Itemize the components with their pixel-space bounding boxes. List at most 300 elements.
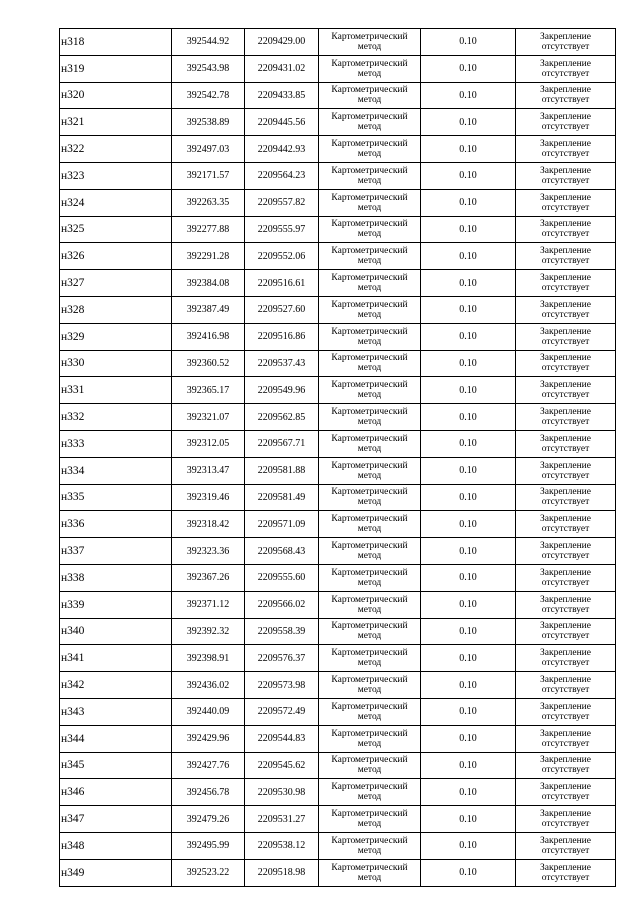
- x-coordinate-cell: 392319.46: [172, 484, 245, 511]
- method-cell: [319, 55, 421, 82]
- fixing-cell: [516, 645, 616, 672]
- x-coordinate-cell: 392321.07: [172, 404, 245, 431]
- point-name-cell: н337: [60, 538, 172, 565]
- method-cell: [319, 243, 421, 270]
- method-cell: [319, 538, 421, 565]
- precision-cell: 0.10: [421, 136, 516, 163]
- precision-cell: 0.10: [421, 296, 516, 323]
- table-row: [60, 484, 616, 511]
- point-name-cell: н342: [60, 672, 172, 699]
- fixing-line-1: Закрепление: [540, 165, 591, 176]
- fixing-line-2: отсутствует: [541, 95, 590, 106]
- point-name-cell: н319: [60, 55, 172, 82]
- method-cell: [319, 832, 421, 859]
- point-name-cell: н329: [60, 323, 172, 350]
- fixing-line-1: Закрепление: [540, 782, 591, 793]
- method-line-2: метод: [357, 685, 382, 696]
- fixing-line-1: Закрепление: [540, 407, 591, 418]
- table-row: [60, 109, 616, 136]
- method-line-2: метод: [357, 524, 382, 535]
- x-coordinate-cell: 392263.35: [172, 189, 245, 216]
- method-line-2: метод: [357, 175, 382, 186]
- table-row: [60, 752, 616, 779]
- method-line-1: Картометрический: [331, 299, 408, 310]
- fixing-line-2: отсутствует: [541, 390, 590, 401]
- point-name-cell: н349: [60, 859, 172, 886]
- precision-cell: 0.10: [421, 350, 516, 377]
- method-line-2: метод: [357, 229, 382, 240]
- method-cell: [319, 725, 421, 752]
- fixing-line-2: отсутствует: [541, 765, 590, 776]
- method-cell: [319, 29, 421, 56]
- fixing-cell: [516, 806, 616, 833]
- table-row: [60, 645, 616, 672]
- method-cell: [319, 484, 421, 511]
- y-coordinate-cell: 2209429.00: [245, 29, 319, 56]
- x-coordinate-cell: 392277.88: [172, 216, 245, 243]
- point-name-cell: н333: [60, 430, 172, 457]
- y-coordinate-cell: 2209555.97: [245, 216, 319, 243]
- point-name-cell: н328: [60, 296, 172, 323]
- method-line-1: Картометрический: [331, 755, 408, 766]
- x-coordinate-cell: 392312.05: [172, 430, 245, 457]
- table-row: [60, 216, 616, 243]
- method-line-1: Картометрический: [331, 460, 408, 471]
- y-coordinate-cell: 2209566.02: [245, 591, 319, 618]
- y-coordinate-cell: 2209527.60: [245, 296, 319, 323]
- fixing-line-1: Закрепление: [540, 514, 591, 525]
- precision-cell: 0.10: [421, 29, 516, 56]
- y-coordinate-cell: 2209433.85: [245, 82, 319, 109]
- method-cell: [319, 296, 421, 323]
- method-line-1: Картометрический: [331, 407, 408, 418]
- fixing-cell: [516, 29, 616, 56]
- fixing-line-2: отсутствует: [541, 363, 590, 374]
- fixing-cell: [516, 189, 616, 216]
- x-coordinate-cell: 392291.28: [172, 243, 245, 270]
- table-row: [60, 430, 616, 457]
- method-line-2: метод: [357, 658, 382, 669]
- fixing-cell: [516, 832, 616, 859]
- fixing-line-1: Закрепление: [540, 567, 591, 578]
- fixing-line-1: Закрепление: [540, 112, 591, 123]
- y-coordinate-cell: 2209549.96: [245, 377, 319, 404]
- fixing-line-2: отсутствует: [541, 845, 590, 856]
- precision-cell: 0.10: [421, 162, 516, 189]
- x-coordinate-cell: 392416.98: [172, 323, 245, 350]
- method-line-1: Картометрический: [331, 675, 408, 686]
- method-line-1: Картометрический: [331, 58, 408, 69]
- y-coordinate-cell: 2209545.62: [245, 752, 319, 779]
- table-row: [60, 564, 616, 591]
- fixing-line-2: отсутствует: [541, 417, 590, 428]
- x-coordinate-cell: 392543.98: [172, 55, 245, 82]
- fixing-cell: [516, 136, 616, 163]
- fixing-line-1: Закрепление: [540, 541, 591, 552]
- fixing-line-2: отсутствует: [541, 470, 590, 481]
- table-row: [60, 323, 616, 350]
- fixing-line-2: отсутствует: [541, 175, 590, 186]
- fixing-line-1: Закрепление: [540, 487, 591, 498]
- fixing-line-1: Закрепление: [540, 675, 591, 686]
- x-coordinate-cell: 392371.12: [172, 591, 245, 618]
- method-cell: [319, 672, 421, 699]
- y-coordinate-cell: 2209571.09: [245, 511, 319, 538]
- precision-cell: 0.10: [421, 591, 516, 618]
- method-line-2: метод: [357, 819, 382, 829]
- fixing-line-1: Закрепление: [540, 809, 591, 819]
- fixing-line-2: отсутствует: [541, 336, 590, 347]
- method-line-2: метод: [357, 417, 382, 428]
- method-line-2: метод: [357, 68, 382, 79]
- table-row: [60, 296, 616, 323]
- method-line-2: метод: [357, 256, 382, 267]
- method-line-1: Картометрический: [331, 192, 408, 203]
- fixing-line-2: отсутствует: [541, 283, 590, 294]
- method-cell: [319, 270, 421, 297]
- fixing-cell: [516, 591, 616, 618]
- x-coordinate-cell: 392542.78: [172, 82, 245, 109]
- precision-cell: 0.10: [421, 859, 516, 886]
- method-line-2: метод: [357, 792, 382, 803]
- method-line-1: Картометрический: [331, 701, 408, 712]
- method-line-1: Картометрический: [331, 541, 408, 552]
- y-coordinate-cell: 2209557.82: [245, 189, 319, 216]
- precision-cell: 0.10: [421, 538, 516, 565]
- method-line-2: метод: [357, 765, 382, 776]
- fixing-line-2: отсутствует: [541, 711, 590, 722]
- fixing-line-2: отсутствует: [541, 122, 590, 133]
- point-name-cell: н331: [60, 377, 172, 404]
- method-line-1: Картометрический: [331, 862, 408, 873]
- method-line-2: метод: [357, 336, 382, 347]
- point-name-cell: н324: [60, 189, 172, 216]
- method-line-1: Картометрический: [331, 621, 408, 632]
- method-cell: [319, 430, 421, 457]
- precision-cell: 0.10: [421, 243, 516, 270]
- table-row: [60, 859, 616, 886]
- method-cell: [319, 779, 421, 806]
- x-coordinate-cell: 392440.09: [172, 698, 245, 725]
- x-coordinate-cell: 392427.76: [172, 752, 245, 779]
- fixing-line-2: отсутствует: [541, 792, 590, 803]
- table-row: [60, 457, 616, 484]
- precision-cell: 0.10: [421, 457, 516, 484]
- method-cell: [319, 82, 421, 109]
- fixing-line-1: Закрепление: [540, 648, 591, 659]
- method-line-2: метод: [357, 149, 382, 160]
- precision-cell: 0.10: [421, 698, 516, 725]
- precision-cell: 0.10: [421, 832, 516, 859]
- precision-cell: 0.10: [421, 645, 516, 672]
- point-name-cell: н343: [60, 698, 172, 725]
- method-cell: [319, 698, 421, 725]
- table-row: [60, 189, 616, 216]
- method-line-2: метод: [357, 443, 382, 454]
- y-coordinate-cell: 2209442.93: [245, 136, 319, 163]
- fixing-cell: [516, 296, 616, 323]
- method-cell: [319, 109, 421, 136]
- fixing-line-1: Закрепление: [540, 353, 591, 364]
- x-coordinate-cell: 392384.08: [172, 270, 245, 297]
- fixing-cell: [516, 404, 616, 431]
- y-coordinate-cell: 2209518.98: [245, 859, 319, 886]
- method-line-1: Картометрический: [331, 219, 408, 230]
- method-line-2: метод: [357, 122, 382, 133]
- fixing-line-2: отсутствует: [541, 551, 590, 562]
- fixing-line-1: Закрепление: [540, 85, 591, 96]
- method-cell: [319, 618, 421, 645]
- table-row: [60, 672, 616, 699]
- point-name-cell: н334: [60, 457, 172, 484]
- method-line-2: метод: [357, 711, 382, 722]
- coordinates-table: [59, 28, 616, 887]
- point-name-cell: н332: [60, 404, 172, 431]
- method-line-1: Картометрический: [331, 567, 408, 578]
- precision-cell: 0.10: [421, 672, 516, 699]
- point-name-cell: н336: [60, 511, 172, 538]
- fixing-line-1: Закрепление: [540, 58, 591, 69]
- fixing-cell: [516, 779, 616, 806]
- precision-cell: 0.10: [421, 430, 516, 457]
- point-name-cell: н325: [60, 216, 172, 243]
- table-row: [60, 82, 616, 109]
- method-cell: [319, 377, 421, 404]
- fixing-line-2: отсутствует: [541, 443, 590, 454]
- fixing-line-2: отсутствует: [541, 149, 590, 160]
- fixing-line-2: отсутствует: [541, 68, 590, 79]
- x-coordinate-cell: 392313.47: [172, 457, 245, 484]
- fixing-cell: [516, 725, 616, 752]
- y-coordinate-cell: 2209581.49: [245, 484, 319, 511]
- precision-cell: 0.10: [421, 564, 516, 591]
- x-coordinate-cell: 392497.03: [172, 136, 245, 163]
- fixing-line-1: Закрепление: [540, 460, 591, 471]
- fixing-line-2: отсутствует: [541, 685, 590, 696]
- x-coordinate-cell: 392456.78: [172, 779, 245, 806]
- x-coordinate-cell: 392495.99: [172, 832, 245, 859]
- method-line-1: Картометрический: [331, 273, 408, 284]
- precision-cell: 0.10: [421, 377, 516, 404]
- method-line-2: метод: [357, 738, 382, 749]
- fixing-line-2: отсутствует: [541, 819, 590, 829]
- x-coordinate-cell: 392436.02: [172, 672, 245, 699]
- fixing-line-2: отсутствует: [541, 497, 590, 508]
- fixing-cell: [516, 377, 616, 404]
- method-line-2: метод: [357, 41, 382, 52]
- fixing-cell: [516, 484, 616, 511]
- table-row: [60, 377, 616, 404]
- table-row: [60, 350, 616, 377]
- fixing-line-1: Закрепление: [540, 219, 591, 230]
- precision-cell: 0.10: [421, 752, 516, 779]
- point-name-cell: н338: [60, 564, 172, 591]
- method-line-2: метод: [357, 95, 382, 106]
- table-row: [60, 832, 616, 859]
- fixing-line-1: Закрепление: [540, 273, 591, 284]
- y-coordinate-cell: 2209516.61: [245, 270, 319, 297]
- fixing-line-1: Закрепление: [540, 246, 591, 257]
- y-coordinate-cell: 2209581.88: [245, 457, 319, 484]
- point-name-cell: н347: [60, 806, 172, 833]
- method-line-1: Картометрический: [331, 433, 408, 444]
- point-name-cell: н348: [60, 832, 172, 859]
- precision-cell: 0.10: [421, 806, 516, 833]
- method-cell: [319, 350, 421, 377]
- fixing-cell: [516, 323, 616, 350]
- x-coordinate-cell: 392479.26: [172, 806, 245, 833]
- fixing-line-1: Закрепление: [540, 433, 591, 444]
- fixing-cell: [516, 109, 616, 136]
- point-name-cell: н344: [60, 725, 172, 752]
- method-line-2: метод: [357, 363, 382, 374]
- fixing-line-1: Закрепление: [540, 621, 591, 632]
- fixing-cell: [516, 538, 616, 565]
- method-line-1: Картометрический: [331, 326, 408, 337]
- fixing-line-2: отсутствует: [541, 658, 590, 669]
- x-coordinate-cell: 392323.36: [172, 538, 245, 565]
- precision-cell: 0.10: [421, 55, 516, 82]
- method-cell: [319, 645, 421, 672]
- method-cell: [319, 189, 421, 216]
- y-coordinate-cell: 2209572.49: [245, 698, 319, 725]
- fixing-line-1: Закрепление: [540, 31, 591, 42]
- x-coordinate-cell: 392429.96: [172, 725, 245, 752]
- y-coordinate-cell: 2209537.43: [245, 350, 319, 377]
- y-coordinate-cell: 2209516.86: [245, 323, 319, 350]
- y-coordinate-cell: 2209555.60: [245, 564, 319, 591]
- method-line-1: Картометрический: [331, 594, 408, 605]
- table-row: [60, 725, 616, 752]
- point-name-cell: н318: [60, 29, 172, 56]
- method-cell: [319, 806, 421, 833]
- point-name-cell: н323: [60, 162, 172, 189]
- x-coordinate-cell: 392360.52: [172, 350, 245, 377]
- point-name-cell: н330: [60, 350, 172, 377]
- point-name-cell: н346: [60, 779, 172, 806]
- fixing-line-2: отсутствует: [541, 872, 590, 883]
- method-line-1: Картометрический: [331, 728, 408, 739]
- fixing-cell: [516, 82, 616, 109]
- table-row: [60, 806, 616, 833]
- fixing-line-1: Закрепление: [540, 701, 591, 712]
- method-line-1: Картометрический: [331, 514, 408, 525]
- table-row: [60, 55, 616, 82]
- method-line-2: метод: [357, 202, 382, 213]
- point-name-cell: н321: [60, 109, 172, 136]
- fixing-line-2: отсутствует: [541, 41, 590, 52]
- precision-cell: 0.10: [421, 270, 516, 297]
- y-coordinate-cell: 2209544.83: [245, 725, 319, 752]
- precision-cell: 0.10: [421, 618, 516, 645]
- method-line-2: метод: [357, 872, 382, 883]
- fixing-line-2: отсутствует: [541, 577, 590, 588]
- x-coordinate-cell: 392538.89: [172, 109, 245, 136]
- point-name-cell: н327: [60, 270, 172, 297]
- method-line-1: Картометрический: [331, 112, 408, 123]
- method-line-2: метод: [357, 309, 382, 320]
- y-coordinate-cell: 2209568.43: [245, 538, 319, 565]
- table-row: [60, 779, 616, 806]
- point-name-cell: н320: [60, 82, 172, 109]
- method-cell: [319, 752, 421, 779]
- fixing-line-1: Закрепление: [540, 755, 591, 766]
- method-line-1: Картометрический: [331, 809, 408, 819]
- fixing-line-2: отсутствует: [541, 738, 590, 749]
- method-line-2: метод: [357, 631, 382, 642]
- table-row: [60, 698, 616, 725]
- x-coordinate-cell: 392365.17: [172, 377, 245, 404]
- x-coordinate-cell: 392318.42: [172, 511, 245, 538]
- precision-cell: 0.10: [421, 511, 516, 538]
- fixing-line-1: Закрепление: [540, 139, 591, 150]
- fixing-cell: [516, 243, 616, 270]
- x-coordinate-cell: 392392.32: [172, 618, 245, 645]
- y-coordinate-cell: 2209576.37: [245, 645, 319, 672]
- method-cell: [319, 564, 421, 591]
- point-name-cell: н345: [60, 752, 172, 779]
- method-line-1: Картометрический: [331, 31, 408, 42]
- fixing-line-2: отсутствует: [541, 604, 590, 615]
- fixing-cell: [516, 564, 616, 591]
- table-row: [60, 511, 616, 538]
- precision-cell: 0.10: [421, 82, 516, 109]
- fixing-line-1: Закрепление: [540, 192, 591, 203]
- point-name-cell: н340: [60, 618, 172, 645]
- table-row: [60, 270, 616, 297]
- y-coordinate-cell: 2209573.98: [245, 672, 319, 699]
- y-coordinate-cell: 2209431.02: [245, 55, 319, 82]
- method-line-2: метод: [357, 470, 382, 481]
- method-line-2: метод: [357, 577, 382, 588]
- method-line-1: Картометрический: [331, 139, 408, 150]
- fixing-cell: [516, 511, 616, 538]
- point-name-cell: н322: [60, 136, 172, 163]
- x-coordinate-cell: 392398.91: [172, 645, 245, 672]
- method-line-1: Картометрический: [331, 380, 408, 391]
- precision-cell: 0.10: [421, 779, 516, 806]
- point-name-cell: н339: [60, 591, 172, 618]
- precision-cell: 0.10: [421, 189, 516, 216]
- precision-cell: 0.10: [421, 109, 516, 136]
- point-name-cell: н335: [60, 484, 172, 511]
- fixing-cell: [516, 430, 616, 457]
- precision-cell: 0.10: [421, 404, 516, 431]
- precision-cell: 0.10: [421, 484, 516, 511]
- fixing-line-2: отсутствует: [541, 631, 590, 642]
- y-coordinate-cell: 2209567.71: [245, 430, 319, 457]
- fixing-line-2: отсутствует: [541, 256, 590, 267]
- precision-cell: 0.10: [421, 725, 516, 752]
- fixing-line-2: отсутствует: [541, 309, 590, 320]
- fixing-cell: [516, 752, 616, 779]
- method-cell: [319, 859, 421, 886]
- method-cell: [319, 591, 421, 618]
- point-name-cell: н326: [60, 243, 172, 270]
- method-line-1: Картометрический: [331, 835, 408, 846]
- fixing-line-1: Закрепление: [540, 380, 591, 391]
- precision-cell: 0.10: [421, 216, 516, 243]
- fixing-line-2: отсутствует: [541, 524, 590, 535]
- coordinates-table-body: [60, 29, 616, 887]
- fixing-line-1: Закрепление: [540, 299, 591, 310]
- method-line-1: Картометрический: [331, 246, 408, 257]
- table-row: [60, 618, 616, 645]
- method-line-2: метод: [357, 551, 382, 562]
- method-line-2: метод: [357, 604, 382, 615]
- fixing-cell: [516, 457, 616, 484]
- fixing-line-1: Закрепление: [540, 594, 591, 605]
